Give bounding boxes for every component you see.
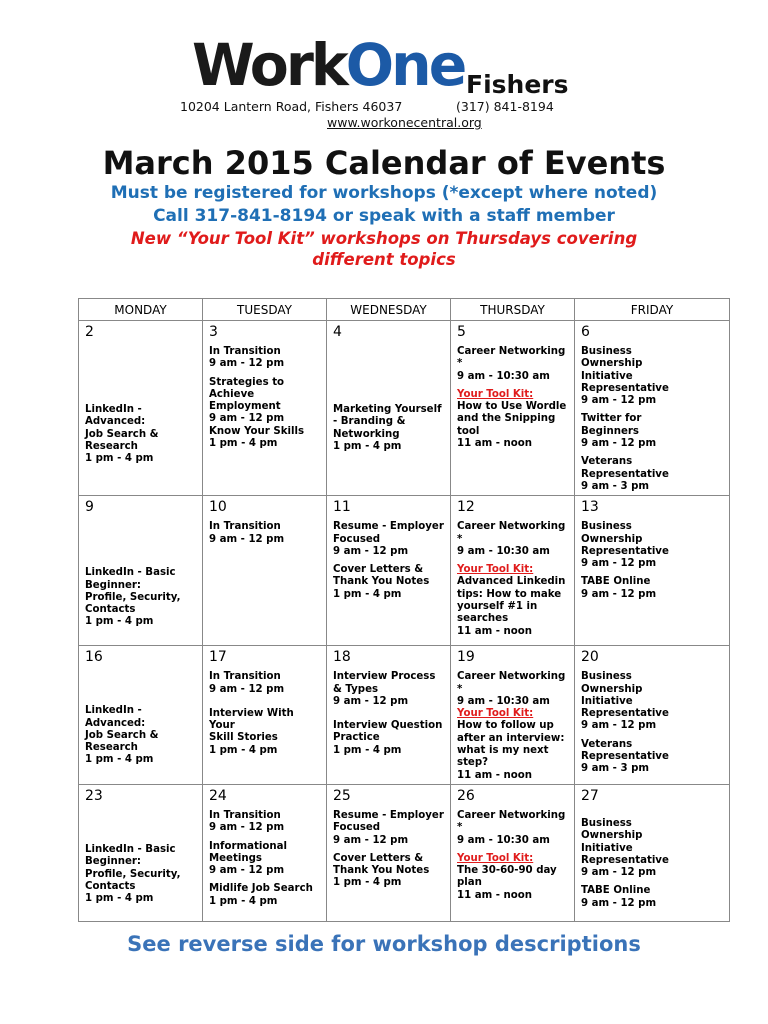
event-text: Business: [581, 346, 632, 357]
event-text: How to follow up: [457, 720, 554, 732]
footer-note: See reverse side for workshop descriptions: [127, 932, 641, 956]
header-wednesday: WEDNESDAY: [327, 299, 451, 321]
event-text: Resume - Employer: [333, 809, 444, 821]
event-time: 9 am - 10:30 am: [457, 545, 550, 557]
tool-kit-announcement: [60, 228, 708, 270]
event-text: Practice: [333, 732, 380, 744]
page-title: March 2015 Calendar of Events: [102, 144, 666, 182]
date-number: 10: [209, 499, 227, 516]
weekday-header-row: [79, 299, 730, 321]
event-text: Beginner:: [85, 579, 141, 591]
event-text: Business: [581, 521, 632, 533]
event-time: 11 am - noon: [457, 625, 533, 637]
event-text: Strategies to: [209, 376, 285, 388]
event-text: In Transition: [209, 346, 281, 357]
day-cell-mar-11: [327, 496, 451, 646]
event-time: 9 am - 12 pm: [581, 867, 657, 879]
date-number: 24: [209, 787, 227, 804]
day-cell-mar-27: [575, 784, 730, 921]
event-text: Contacts: [85, 880, 136, 892]
website-link[interactable]: www.workonecentral.org: [327, 115, 482, 130]
date-number: 25: [333, 787, 351, 804]
event-time: 1 pm - 4 pm: [333, 877, 402, 889]
day-cell-mar-6: [575, 321, 730, 496]
event-text: TABE Online: [581, 576, 651, 588]
event-text: yourself #1 in: [457, 601, 538, 613]
event-text: Research: [85, 742, 138, 754]
date-number: 11: [333, 499, 351, 516]
event-text: *: [457, 683, 463, 695]
event-text: Job Search &: [85, 428, 159, 440]
event-text: Meetings: [209, 852, 262, 864]
event-text: Cover Letters &: [333, 564, 424, 576]
event-time: 1 pm - 4 pm: [209, 895, 278, 907]
contact-note: Call 317-841-8194 or speak with a staff member: [153, 206, 615, 226]
event-text: Representative: [581, 468, 669, 480]
event-text: searches: [457, 613, 509, 625]
event-text: & Types: [333, 683, 379, 695]
event-text: LinkedIn - Basic: [85, 843, 176, 855]
phone-number: (317) 841-8194: [456, 99, 554, 114]
date-number: 9: [85, 499, 94, 516]
day-cell-mar-19: [451, 646, 575, 785]
event-text: Representative: [581, 751, 669, 763]
event-time: 9 am - 12 pm: [209, 413, 285, 425]
header-tuesday: TUESDAY: [203, 299, 327, 321]
event-time: 9 am - 3 pm: [581, 763, 649, 775]
week-row-4: [79, 784, 730, 921]
event-text: Representative: [581, 708, 669, 720]
header-friday: FRIDAY: [575, 299, 730, 321]
event-text: Skill Stories: [209, 732, 278, 744]
event-text: *: [457, 358, 463, 370]
event-text: Focused: [333, 533, 381, 545]
event-time: 9 am - 12 pm: [333, 834, 409, 846]
event-text: Initiative: [581, 370, 633, 382]
event-time: 1 pm - 4 pm: [209, 744, 278, 756]
event-text: Networking: [333, 428, 400, 440]
date-number: 13: [581, 499, 599, 516]
event-text: Advanced:: [85, 416, 146, 428]
event-text: Initiative: [581, 842, 633, 854]
event-text: Ownership: [581, 683, 643, 695]
event-time: 1 pm - 4 pm: [333, 744, 402, 756]
announcement-line-2: different topics: [312, 250, 456, 269]
event-text: Career Networking: [457, 809, 566, 821]
event-time: 11 am - noon: [457, 889, 533, 901]
event-text: Focused: [333, 822, 381, 834]
announcement-line-1: New “Your Tool Kit” workshops on Thursdays covering: [130, 229, 638, 248]
event-text: Business: [581, 817, 632, 829]
event-time: 1 pm - 4 pm: [85, 893, 154, 905]
event-text: Interview With: [209, 707, 294, 719]
event-text: Know Your Skills: [209, 425, 305, 437]
header: [0, 0, 768, 300]
event-text: Advanced:: [85, 717, 146, 729]
day-cell-mar-23: [79, 784, 203, 921]
event-text: Representative: [581, 545, 669, 557]
event-text: Ownership: [581, 830, 643, 842]
event-text: Representative: [581, 382, 669, 394]
event-text: Representative: [581, 854, 669, 866]
logo-work: Work: [192, 31, 346, 99]
event-text: In Transition: [209, 671, 281, 683]
event-text: Business: [581, 671, 632, 683]
tool-kit-label: Your Tool Kit:: [457, 564, 534, 576]
event-text: step?: [457, 757, 489, 769]
date-number: 19: [457, 649, 475, 666]
date-number: 26: [457, 787, 475, 804]
event-time: 9 am - 12 pm: [581, 438, 657, 450]
event-text: what is my next: [457, 745, 549, 757]
week-row-3: [79, 646, 730, 785]
event-text: Research: [85, 440, 138, 452]
event-time: 9 am - 12 pm: [209, 865, 285, 877]
tool-kit-label: Your Tool Kit:: [457, 388, 534, 400]
event-text: LinkedIn -: [85, 404, 142, 415]
day-cell-mar-17: [203, 646, 327, 785]
registration-note: Must be registered for workshops (*except where noted): [110, 183, 658, 203]
event-time: 11 am - noon: [457, 438, 533, 450]
event-time: 9 am - 12 pm: [581, 720, 657, 732]
event-time: 9 am - 12 pm: [333, 545, 409, 557]
event-time: 9 am - 12 pm: [581, 897, 657, 909]
event-text: Midlife Job Search: [209, 883, 313, 895]
event-text: Achieve: [209, 388, 255, 400]
day-cell-mar-20: [575, 646, 730, 785]
date-number: 20: [581, 649, 599, 666]
event-text: Job Search &: [85, 729, 159, 741]
event-text: Resume - Employer: [333, 521, 444, 533]
day-cell-mar-3: [203, 321, 327, 496]
event-time: 9 am - 12 pm: [581, 588, 657, 600]
event-text: Your: [209, 720, 235, 732]
event-text: Thank You Notes: [333, 865, 430, 877]
date-number: 27: [581, 787, 599, 804]
address: 10204 Lantern Road, Fishers 46037: [180, 99, 403, 114]
event-text: Career Networking: [457, 671, 566, 683]
event-text: and the Snipping: [457, 413, 556, 425]
event-text: Contacts: [85, 604, 136, 616]
event-time: 9 am - 12 pm: [209, 683, 285, 695]
event-text: Employment: [209, 401, 281, 413]
date-number: 2: [85, 324, 94, 340]
event-text: Interview Process: [333, 671, 436, 683]
events-calendar: [78, 298, 730, 922]
event-text: The 30-60-90 day: [457, 865, 557, 877]
day-cell-mar-24: [203, 784, 327, 921]
event-text: How to Use Wordle: [457, 401, 567, 413]
date-number: 5: [457, 324, 466, 340]
day-cell-mar-5: [451, 321, 575, 496]
event-text: *: [457, 533, 463, 545]
day-cell-mar-26: [451, 784, 575, 921]
logo-one: One: [345, 31, 465, 99]
header-thursday: THURSDAY: [451, 299, 575, 321]
event-time: 1 pm - 4 pm: [85, 754, 154, 766]
event-text: tool: [457, 425, 480, 437]
event-text: plan: [457, 877, 482, 889]
event-time: 9 am - 10:30 am: [457, 695, 550, 707]
event-text: Marketing Yourself: [333, 404, 442, 415]
event-text: Twitter for: [581, 413, 642, 425]
event-time: 1 pm - 4 pm: [333, 588, 402, 600]
event-text: *: [457, 822, 463, 834]
event-text: Ownership: [581, 358, 643, 370]
date-number: 12: [457, 499, 475, 516]
tool-kit-label: Your Tool Kit:: [457, 852, 534, 864]
date-number: 6: [581, 324, 590, 340]
date-number: 17: [209, 649, 227, 666]
event-text: In Transition: [209, 521, 281, 533]
tool-kit-label: Your Tool Kit:: [457, 708, 534, 720]
event-text: TABE Online: [581, 885, 651, 897]
day-cell-mar-9: [79, 496, 203, 646]
event-text: tips: How to make: [457, 588, 562, 600]
event-text: after an interview:: [457, 732, 565, 744]
event-text: Interview Question: [333, 720, 443, 732]
week-row-2: [79, 496, 730, 646]
event-time: 9 am - 12 pm: [209, 533, 285, 545]
event-text: Initiative: [581, 695, 633, 707]
date-number: 18: [333, 649, 351, 666]
event-text: - Branding &: [333, 416, 406, 428]
event-text: In Transition: [209, 809, 281, 821]
event-time: 9 am - 3 pm: [581, 480, 649, 492]
location-name: Fishers: [466, 70, 569, 99]
event-time: 9 am - 12 pm: [333, 695, 409, 707]
event-text: Informational: [209, 840, 287, 852]
event-text: LinkedIn -: [85, 705, 142, 717]
date-number: 4: [333, 324, 342, 340]
day-cell-mar-2: [79, 321, 203, 496]
event-time: 9 am - 12 pm: [209, 358, 285, 370]
event-text: Profile, Security,: [85, 591, 181, 603]
event-time: 1 pm - 4 pm: [209, 438, 278, 450]
day-cell-mar-10: [203, 496, 327, 646]
day-cell-mar-25: [327, 784, 451, 921]
event-time: 1 pm - 4 pm: [333, 440, 402, 452]
event-text: Career Networking: [457, 346, 566, 357]
event-text: Thank You Notes: [333, 576, 430, 588]
event-text: Beginner:: [85, 856, 141, 868]
event-text: Profile, Security,: [85, 868, 181, 880]
workone-logo: [192, 31, 465, 99]
event-text: Advanced Linkedin: [457, 576, 566, 588]
event-time: 11 am - noon: [457, 769, 533, 781]
event-text: Veterans: [581, 456, 633, 468]
event-time: 1 pm - 4 pm: [85, 453, 154, 465]
event-time: 9 am - 10:30 am: [457, 834, 550, 846]
event-text: Veterans: [581, 738, 633, 750]
event-time: 9 am - 12 pm: [209, 822, 285, 834]
day-cell-mar-4: [327, 321, 451, 496]
event-text: Career Networking: [457, 521, 566, 533]
day-cell-mar-18: [327, 646, 451, 785]
event-text: Cover Letters &: [333, 852, 424, 864]
date-number: 23: [85, 787, 103, 804]
event-text: Ownership: [581, 533, 643, 545]
day-cell-mar-13: [575, 496, 730, 646]
event-text: LinkedIn - Basic: [85, 567, 176, 579]
event-text: Beginners: [581, 425, 639, 437]
week-row-1: [79, 321, 730, 496]
date-number: 3: [209, 324, 218, 340]
event-time: 9 am - 12 pm: [581, 395, 657, 407]
header-monday: MONDAY: [79, 299, 203, 321]
date-number: 16: [85, 649, 103, 666]
day-cell-mar-12: [451, 496, 575, 646]
day-cell-mar-16: [79, 646, 203, 785]
event-time: 9 am - 10:30 am: [457, 370, 550, 382]
event-time: 1 pm - 4 pm: [85, 616, 154, 628]
event-time: 9 am - 12 pm: [581, 558, 657, 570]
